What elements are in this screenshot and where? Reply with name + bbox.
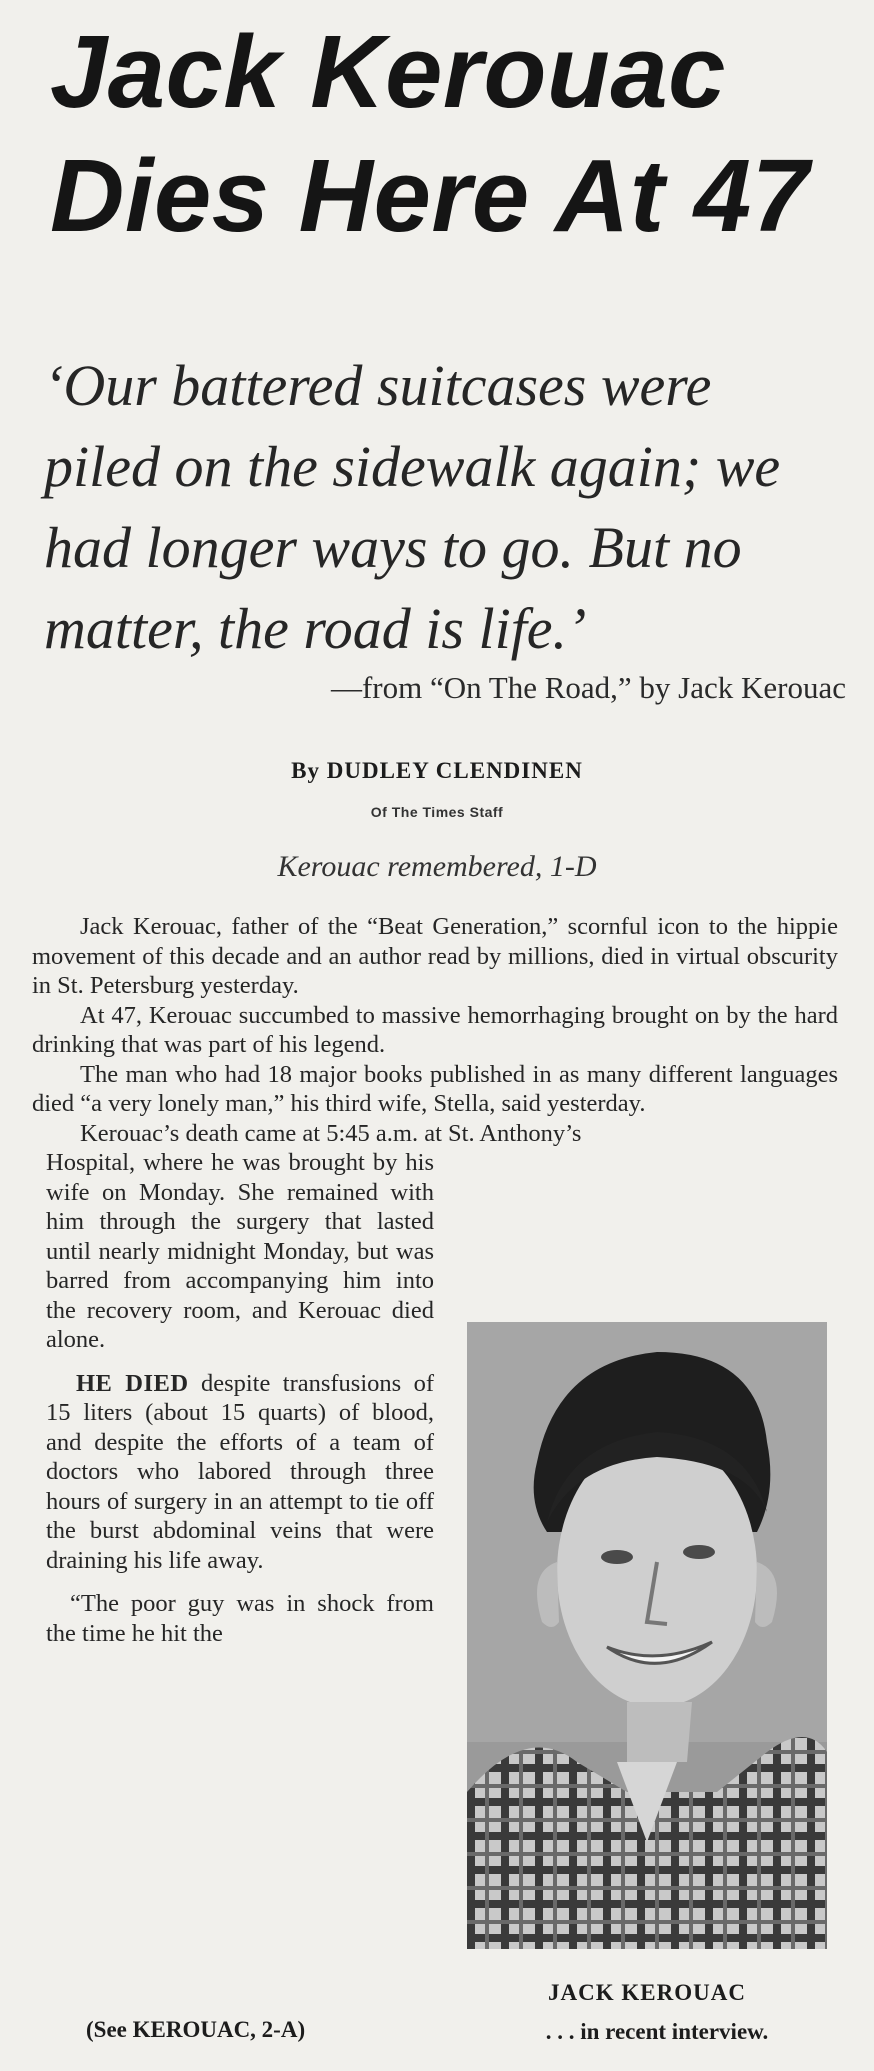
paragraph: The man who had 18 major books published in as many different languages died “a very lonely man,” his third wife, Stella, said yesterday. [32,1060,838,1117]
paragraph: Jack Kerouac, father of the “Beat Generation,” scornful icon to the hippie movement of this decade and an author read by millions, died in virtual obscurity in St. Petersburg yesterday. [32,913,838,999]
quote-attribution: —from “On The Road,” by Jack Kerouac [330,670,846,705]
related-story-reference: Kerouac remembered, 1-D [277,850,597,883]
byline-staff: Of The Times Staff [370,804,504,820]
paragraph: At 47, Kerouac succumbed to massive hemorrhaging brought on by the hard drinking that was part of his legend. [32,1001,838,1058]
paragraph-text: despite transfusions of 15 liters (about 15 quarts) of blood, and despite the efforts of a team of doctors who labored through three hours of surgery in an attempt to tie off the burst abdominal veins that were draining his life away. [46,1369,434,1574]
photo-caption-subtitle: . . . in recent interview. [545,2019,769,2044]
kerouac-photo [467,1322,827,1949]
paragraph-he-died [46,1369,434,1576]
headline [50,10,809,258]
headline-line-2: Dies Here At 47 [50,138,810,253]
narrow-column [46,1148,434,1648]
byline: By DUDLEY CLENDINEN [291,758,583,783]
paragraph: Hospital, where he was brought by his wife on Monday. She remained with him through the surgery that lasted until nearly midnight Monday, but was barred from accompanying him into the recovery room, and Kerouac died alone. [46,1149,434,1353]
photo-caption-name: JACK KEROUAC [548,1980,746,2005]
paragraph: Kerouac’s death came at 5:45 a.m. at St. Anthony’s [80,1119,582,1147]
paragraph: “The poor guy was in shock from the time he hit the [46,1590,434,1647]
paragraph-lead-in: HE DIED [76,1369,189,1397]
continuation-reference: (See KEROUAC, 2-A) [86,2017,306,2042]
pull-quote: ‘Our battered suitcases were piled on the sidewalk again; we had longer ways to go. But no matter, the road is life.’ [44,353,781,661]
headline-line-1: Jack Kerouac [50,14,726,129]
portrait-illustration [467,1322,827,1949]
